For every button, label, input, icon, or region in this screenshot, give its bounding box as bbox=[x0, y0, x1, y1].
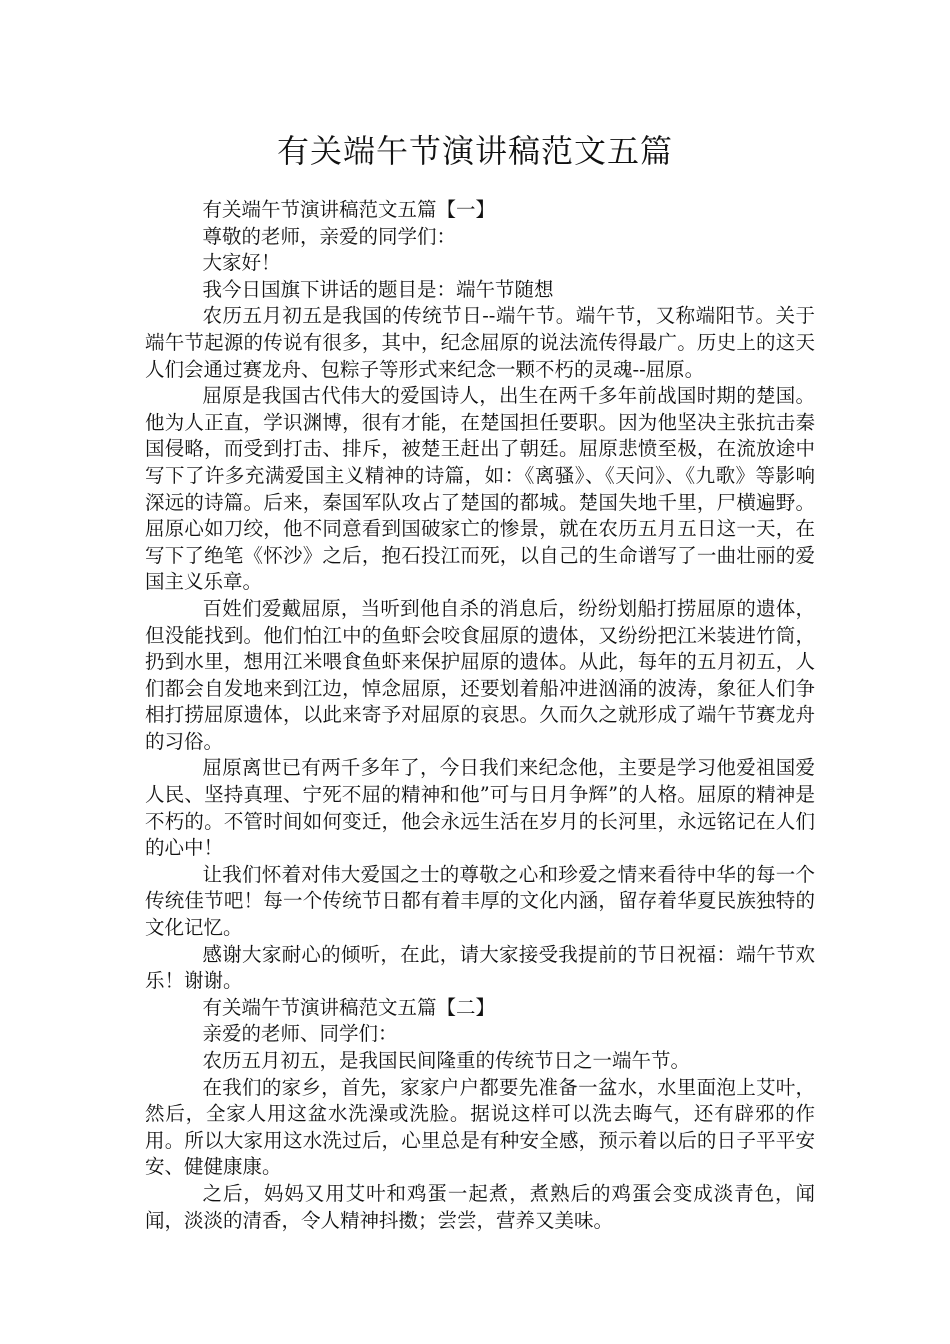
paragraph: 屈原离世已有两千多年了，今日我们来纪念他，主要是学习他爱祖国爱人民、坚持真理、宁死不屈的精神和他”可与日月争辉”的人格。屈原的精神是不朽的。不管时间如何变迁，他会永远生活在岁月的长河里，永远铭记在人们的心中！ bbox=[145, 756, 815, 860]
salutation: 尊敬的老师，亲爱的同学们： bbox=[202, 224, 457, 248]
paragraph: 之后，妈妈又用艾叶和鸡蛋一起煮，煮熟后的鸡蛋会变成淡青色，闻闻，淡淡的清香，令人精神抖擞；尝尝，营养又美味。 bbox=[145, 1181, 815, 1232]
paragraph: 在我们的家乡，首先，家家户户都要先准备一盆水，水里面泡上艾叶，然后，全家人用这盆水洗澡或洗脸。据说这样可以洗去晦气，还有辟邪的作用。所以大家用这水洗过后，心里总是有种安全感，预示着以后的日子平平安安、健健康康。 bbox=[145, 1075, 815, 1179]
paragraph: 农历五月初五是我国的传统节日--端午节。端午节，又称端阳节。关于端午节起源的传说有很多，其中，纪念屈原的说法流传得最广。历史上的这天人们会通过赛龙舟、包粽子等形式来纪念一颗不朽的灵魂--屈原。 bbox=[145, 304, 815, 381]
speech-topic: 我今日国旗下讲话的题目是：端午节随想 bbox=[202, 277, 554, 301]
paragraph: 感谢大家耐心的倾听，在此，请大家接受我提前的节日祝福：端午节欢乐！谢谢。 bbox=[145, 942, 815, 993]
paragraph: 百姓们爱戴屈原，当听到他自杀的消息后，纷纷划船打捞屈原的遗体，但没能找到。他们怕江中的鱼虾会咬食屈原的遗体，又纷纷把江米装进竹筒，扔到水里，想用江米喂食鱼虾来保护屈原的遗体。从此，每年的五月初五，人们都会自发地来到江边，悼念屈原，还要划着船冲进汹涌的波涛，象征人们争相打捞屈原遗体，以此来寄予对屈原的哀思。久而久之就形成了端午节赛龙舟的习俗。 bbox=[145, 596, 815, 753]
document-title: 有关端午节演讲稿范文五篇 bbox=[276, 132, 673, 170]
salutation: 亲爱的老师、同学们： bbox=[202, 1022, 398, 1046]
section-heading: 有关端午节演讲稿范文五篇【二】 bbox=[202, 995, 496, 1019]
paragraph: 农历五月初五，是我国民间隆重的传统节日之一端午节。 bbox=[202, 1049, 691, 1072]
document-body bbox=[145, 197, 815, 1234]
paragraph: 屈原是我国古代伟大的爱国诗人，出生在两千多年前战国时期的楚国。他为人正直，学识渊博，很有才能，在楚国担任要职。因为他坚决主张抗击秦国侵略，而受到打击、排斥，被楚王赶出了朝廷。屈原悲愤至极，在流放途中写下了许多充满爱国主义精神的诗篇，如：《离骚》、《天问》、《九歌》等影响深远的诗篇。后来，秦国军队攻占了楚国的都城。楚国失地千里，尸横遍野。屈原心如刀绞，他不同意看到国破家亡的惨景，就在农历五月五日这一天，在写下了绝笔《怀沙》之后，抱石投江而死，以自己的生命谱写了一曲壮丽的爱国主义乐章。 bbox=[145, 384, 815, 594]
paragraph: 让我们怀着对伟大爱国之士的尊敬之心和珍爱之情来看待中华的每一个传统佳节吧！每一个传统节日都有着丰厚的文化内涵，留存着华夏民族独特的文化记忆。 bbox=[145, 862, 815, 940]
section-heading: 有关端午节演讲稿范文五篇【一】 bbox=[202, 198, 496, 221]
greeting: 大家好！ bbox=[202, 251, 281, 275]
